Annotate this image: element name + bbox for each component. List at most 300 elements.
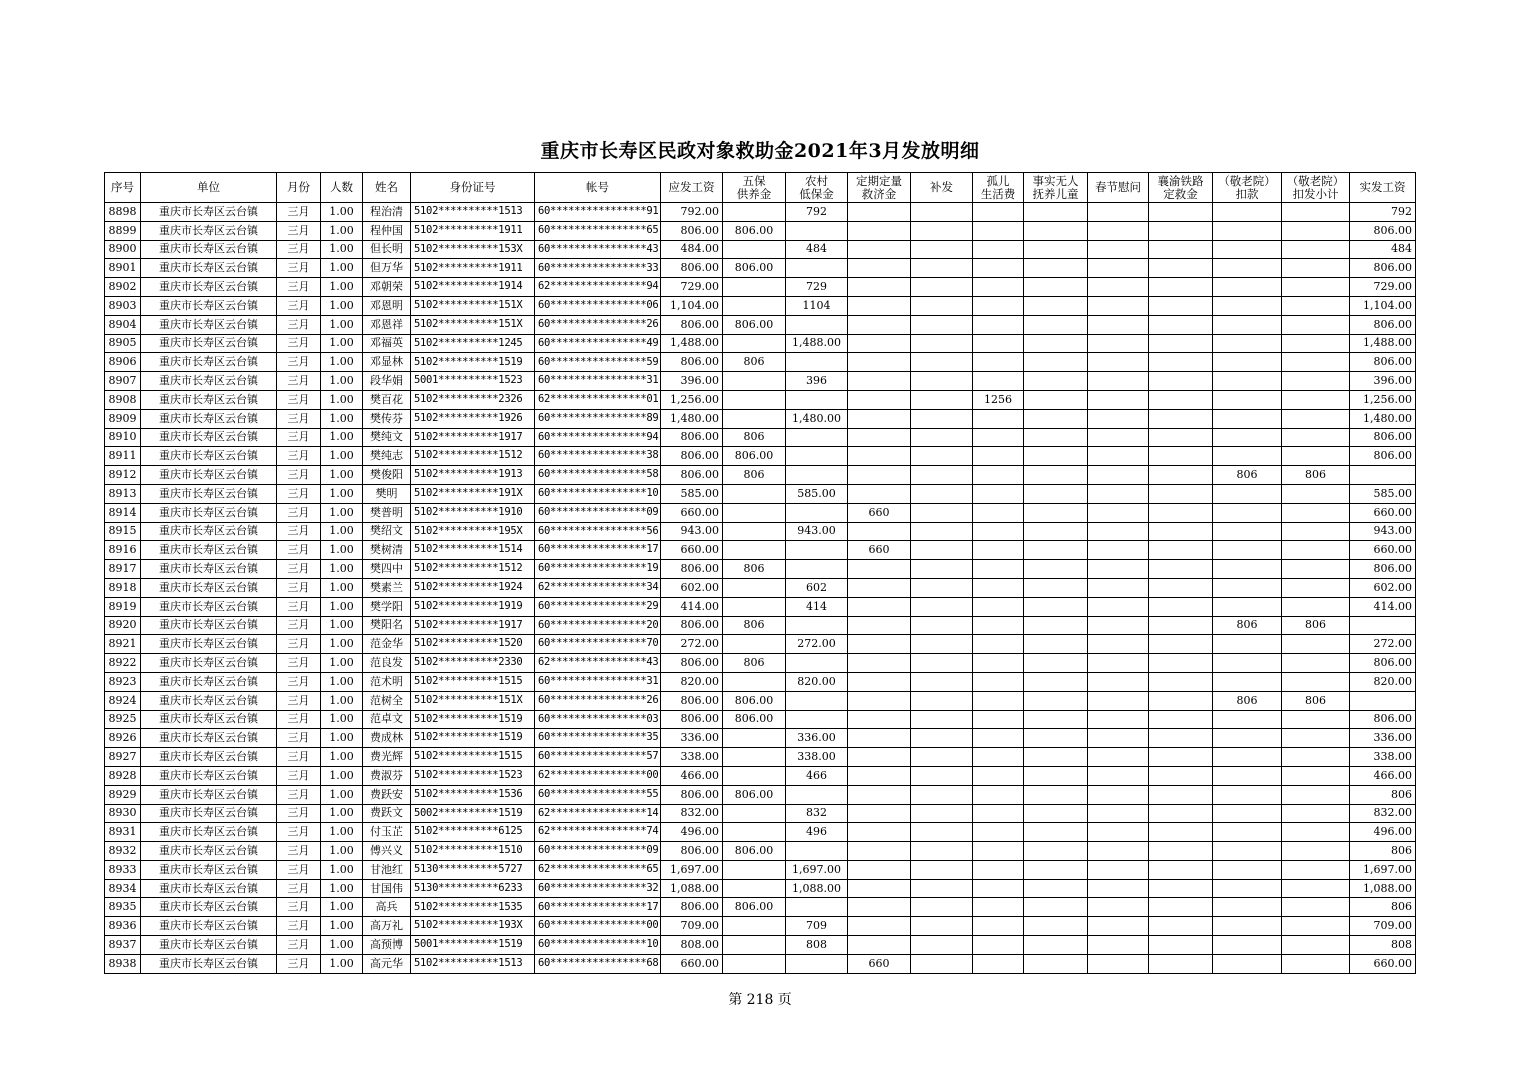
table-cell [1350,616,1416,635]
table-cell: 806.00 [661,428,723,447]
table-cell [1213,879,1282,898]
table-cell: 806 [1282,616,1350,635]
table-cell: 660 [848,503,911,522]
table-cell [973,917,1024,936]
table-cell: 1.00 [321,541,363,560]
table-cell: 高元华 [363,954,411,973]
table-cell [1088,278,1149,297]
table-cell: 1.00 [321,804,363,823]
table-cell [1024,804,1088,823]
table-cell: 1,256.00 [661,390,723,409]
table-cell [848,729,911,748]
table-cell: 820.00 [1350,672,1416,691]
table-cell: 60****************32 [535,879,661,898]
column-header: 月份 [277,173,321,203]
table-cell [723,484,786,503]
table-cell [1213,484,1282,503]
table-cell: 5102**********1519 [411,729,535,748]
table-cell [848,484,911,503]
table-cell [973,654,1024,673]
table-cell: 重庆市长寿区云台镇 [141,541,277,560]
table-cell: 336.00 [786,729,848,748]
table-cell: 8928 [105,766,141,785]
table-cell: 三月 [277,691,321,710]
table-cell [973,428,1024,447]
table-cell [911,503,973,522]
table-cell [1282,804,1350,823]
table-cell: 8929 [105,785,141,804]
table-cell [1213,710,1282,729]
table-cell: 60****************09 [535,842,661,861]
table-cell: 8921 [105,635,141,654]
table-cell [848,597,911,616]
table-cell [911,240,973,259]
column-header: （敬老院） 扣发小计 [1282,173,1350,203]
table-cell [1088,785,1149,804]
table-cell [973,729,1024,748]
table-cell [723,240,786,259]
table-cell [1024,428,1088,447]
table-cell: 5102**********1512 [411,560,535,579]
table-cell: 806.00 [661,353,723,372]
table-cell [1213,954,1282,973]
table-cell: 466.00 [661,766,723,785]
table-cell [973,860,1024,879]
table-cell [1213,560,1282,579]
table-cell [1282,484,1350,503]
table-cell [1282,240,1350,259]
table-cell: 8926 [105,729,141,748]
table-cell [1149,917,1213,936]
table-cell: 8909 [105,409,141,428]
table-cell: 重庆市长寿区云台镇 [141,860,277,879]
column-header: 帐号 [535,173,661,203]
table-cell [973,748,1024,767]
table-cell [1149,315,1213,334]
table-cell [1213,654,1282,673]
table-cell: 660.00 [1350,954,1416,973]
table-cell [973,315,1024,334]
table-cell [1149,898,1213,917]
table-cell: 1.00 [321,917,363,936]
table-cell: 费光辉 [363,748,411,767]
table-cell: 重庆市长寿区云台镇 [141,710,277,729]
table-cell: 8920 [105,616,141,635]
table-cell: 重庆市长寿区云台镇 [141,748,277,767]
table-cell: 792 [1350,203,1416,222]
table-cell: 466.00 [1350,766,1416,785]
table-cell [1149,729,1213,748]
table-cell [1088,428,1149,447]
table-cell: 重庆市长寿区云台镇 [141,203,277,222]
table-cell [786,654,848,673]
table-cell: 三月 [277,560,321,579]
table-cell [848,466,911,485]
table-cell: 806.00 [1350,315,1416,334]
table-cell [1024,221,1088,240]
table-cell: 三月 [277,203,321,222]
table-cell: 1.00 [321,635,363,654]
table-cell [1024,447,1088,466]
table-cell [848,804,911,823]
table-cell [1088,466,1149,485]
table-cell [973,334,1024,353]
table-cell [1024,954,1088,973]
table-cell: 60****************59 [535,353,661,372]
table-cell: 338.00 [661,748,723,767]
table-cell [1088,522,1149,541]
table-cell [1024,334,1088,353]
table-cell [1213,428,1282,447]
table-cell: 范术明 [363,672,411,691]
table-row [105,729,1416,748]
table-cell: 1.00 [321,409,363,428]
table-cell [723,578,786,597]
table-cell: 重庆市长寿区云台镇 [141,917,277,936]
table-cell [911,766,973,785]
table-cell: 三月 [277,860,321,879]
column-header: 单位 [141,173,277,203]
table-cell: 806 [723,560,786,579]
table-cell [1024,390,1088,409]
table-cell [1088,259,1149,278]
table-cell: 496.00 [661,823,723,842]
table-cell [1282,879,1350,898]
table-cell [1088,842,1149,861]
table-cell: 三月 [277,334,321,353]
table-cell: 396.00 [1350,372,1416,391]
table-header-row [105,173,1416,203]
table-cell: 943.00 [1350,522,1416,541]
table-cell: 396 [786,372,848,391]
table-cell [911,278,973,297]
table-cell: 943.00 [661,522,723,541]
table-cell: 466 [786,766,848,785]
table-cell [1024,823,1088,842]
table-cell: 三月 [277,315,321,334]
table-cell [723,917,786,936]
table-cell [1024,259,1088,278]
table-cell: 806.00 [661,447,723,466]
table-cell [1149,842,1213,861]
table-cell [911,635,973,654]
table-cell: 1,088.00 [1350,879,1416,898]
column-header: 应发工资 [661,173,723,203]
table-cell: 1.00 [321,296,363,315]
table-cell [911,221,973,240]
table-cell [1088,353,1149,372]
table-cell [1213,372,1282,391]
table-cell [848,672,911,691]
table-cell [848,823,911,842]
table-cell: 60****************43 [535,240,661,259]
table-cell: 272.00 [1350,635,1416,654]
table-cell: 585.00 [786,484,848,503]
table-cell [1213,729,1282,748]
table-cell: 三月 [277,842,321,861]
table-cell [1213,447,1282,466]
table-cell [848,710,911,729]
table-cell: 806 [1350,842,1416,861]
table-cell [911,259,973,278]
table-cell: 60****************17 [535,541,661,560]
table-cell: 1.00 [321,766,363,785]
table-cell [911,748,973,767]
table-row [105,635,1416,654]
table-cell [1282,842,1350,861]
table-cell: 484 [786,240,848,259]
table-cell [848,560,911,579]
table-cell: 8913 [105,484,141,503]
table-cell: 60****************55 [535,785,661,804]
table-cell: 樊百花 [363,390,411,409]
table-cell: 5102**********151X [411,315,535,334]
table-cell [911,879,973,898]
table-cell: 60****************26 [535,691,661,710]
table-cell: 806.00 [723,710,786,729]
table-cell [1088,390,1149,409]
table-row [105,691,1416,710]
table-cell: 三月 [277,954,321,973]
table-cell [1088,710,1149,729]
table-cell: 60****************65 [535,221,661,240]
table-cell: 806.00 [723,315,786,334]
table-row [105,672,1416,691]
table-cell: 8916 [105,541,141,560]
table-cell [723,541,786,560]
table-cell [911,447,973,466]
table-cell: 8915 [105,522,141,541]
table-cell [1282,654,1350,673]
table-cell: 806.00 [661,315,723,334]
table-cell [1213,917,1282,936]
table-cell: 820.00 [786,672,848,691]
table-cell [1282,203,1350,222]
table-cell: 8904 [105,315,141,334]
table-cell [973,691,1024,710]
table-cell [1282,560,1350,579]
table-cell [723,597,786,616]
table-cell [786,710,848,729]
table-cell: 832.00 [1350,804,1416,823]
table-cell: 60****************56 [535,522,661,541]
table-row [105,804,1416,823]
table-cell [1088,691,1149,710]
table-cell: 62****************74 [535,823,661,842]
table-cell [1213,541,1282,560]
table-cell [1213,240,1282,259]
table-cell: 程仲国 [363,221,411,240]
table-cell: 1,488.00 [1350,334,1416,353]
table-cell [1213,390,1282,409]
table-cell: 重庆市长寿区云台镇 [141,390,277,409]
table-cell [1149,353,1213,372]
table-cell [1024,240,1088,259]
table-cell [1213,842,1282,861]
table-cell [1282,259,1350,278]
table-cell: 62****************65 [535,860,661,879]
table-cell: 1,104.00 [1350,296,1416,315]
table-cell [973,522,1024,541]
table-cell: 但长明 [363,240,411,259]
table-cell: 1,697.00 [786,860,848,879]
table-cell: 602 [786,578,848,597]
table-cell: 5102**********2326 [411,390,535,409]
column-header: 姓名 [363,173,411,203]
table-cell [848,315,911,334]
table-cell [1024,842,1088,861]
table-cell: 重庆市长寿区云台镇 [141,353,277,372]
table-cell [1024,691,1088,710]
table-cell [723,729,786,748]
table-cell [1213,804,1282,823]
table-cell: 范良发 [363,654,411,673]
table-cell [1213,296,1282,315]
table-cell: 496 [786,823,848,842]
table-cell: 60****************89 [535,409,661,428]
table-cell: 邓恩祥 [363,315,411,334]
table-cell [911,804,973,823]
table-cell: 1.00 [321,466,363,485]
table-cell: 重庆市长寿区云台镇 [141,560,277,579]
column-header: 身份证号 [411,173,535,203]
table-cell: 60****************58 [535,466,661,485]
table-cell [723,503,786,522]
table-cell: 729.00 [1350,278,1416,297]
table-cell [1024,936,1088,955]
table-cell: 709.00 [661,917,723,936]
table-cell: 重庆市长寿区云台镇 [141,466,277,485]
table-cell [848,860,911,879]
table-cell: 但万华 [363,259,411,278]
table-cell [1149,409,1213,428]
table-cell [1149,954,1213,973]
table-cell: 重庆市长寿区云台镇 [141,842,277,861]
table-cell [1024,466,1088,485]
table-cell: 5102**********1515 [411,672,535,691]
table-cell [1282,917,1350,936]
table-cell [1088,729,1149,748]
table-cell: 1,697.00 [661,860,723,879]
table-cell: 8901 [105,259,141,278]
table-cell: 段华娟 [363,372,411,391]
table-cell [1149,804,1213,823]
table-cell [1149,278,1213,297]
table-cell: 1.00 [321,578,363,597]
table-cell: 806.00 [1350,560,1416,579]
table-cell: 范树全 [363,691,411,710]
table-cell: 樊普明 [363,503,411,522]
table-cell: 5102**********195X [411,522,535,541]
table-row [105,710,1416,729]
table-cell [1088,635,1149,654]
table-cell [786,390,848,409]
table-cell [911,654,973,673]
table-cell: 5102**********1914 [411,278,535,297]
table-cell [1282,390,1350,409]
table-cell [973,578,1024,597]
table-cell [848,334,911,353]
table-cell [1088,860,1149,879]
table-cell [1213,578,1282,597]
table-cell [848,278,911,297]
table-cell [1024,409,1088,428]
table-cell: 62****************01 [535,390,661,409]
table-cell [848,936,911,955]
table-cell: 樊绍文 [363,522,411,541]
table-cell: 重庆市长寿区云台镇 [141,484,277,503]
table-cell: 重庆市长寿区云台镇 [141,616,277,635]
table-cell: 5102**********1911 [411,259,535,278]
table-cell [786,785,848,804]
table-cell [1024,860,1088,879]
table-cell: 邓朝荣 [363,278,411,297]
page-title: 重庆市长寿区民政对象救助金2021年3月发放明细 [540,140,980,162]
table-cell [1282,766,1350,785]
column-header: 孤儿 生活费 [973,173,1024,203]
table-cell: 585.00 [661,484,723,503]
table-row [105,372,1416,391]
table-cell: 1,104.00 [661,296,723,315]
table-cell [1282,578,1350,597]
table-cell: 1.00 [321,936,363,955]
table-cell [1149,221,1213,240]
table-cell: 重庆市长寿区云台镇 [141,296,277,315]
table-cell: 60****************31 [535,372,661,391]
table-cell [973,672,1024,691]
table-cell [973,635,1024,654]
table-cell: 三月 [277,917,321,936]
table-cell [1213,766,1282,785]
table-cell [911,296,973,315]
table-cell: 5102**********1510 [411,842,535,861]
table-cell [911,409,973,428]
table-row [105,954,1416,973]
table-cell [848,203,911,222]
table-cell [973,710,1024,729]
table-cell: 8899 [105,221,141,240]
table-cell [1088,823,1149,842]
table-cell [723,936,786,955]
table-cell [723,672,786,691]
table-cell: 8933 [105,860,141,879]
table-cell: 5102**********1536 [411,785,535,804]
table-cell: 1.00 [321,560,363,579]
table-cell [1149,203,1213,222]
table-cell: 60****************35 [535,729,661,748]
table-cell [1088,560,1149,579]
table-cell [1149,296,1213,315]
table-cell: 5102**********1520 [411,635,535,654]
table-cell [1282,334,1350,353]
table-cell: 5102**********153X [411,240,535,259]
table-cell: 60****************06 [535,296,661,315]
table-cell: 806.00 [661,560,723,579]
table-cell [1282,672,1350,691]
table-cell: 三月 [277,259,321,278]
table-cell: 三月 [277,541,321,560]
table-cell: 8931 [105,823,141,842]
table-cell: 602.00 [661,578,723,597]
table-cell [1149,390,1213,409]
table-cell [1282,353,1350,372]
table-cell: 邓显林 [363,353,411,372]
table-cell: 三月 [277,729,321,748]
table-cell [973,296,1024,315]
table-cell: 60****************10 [535,484,661,503]
table-cell [1088,578,1149,597]
table-cell [911,785,973,804]
